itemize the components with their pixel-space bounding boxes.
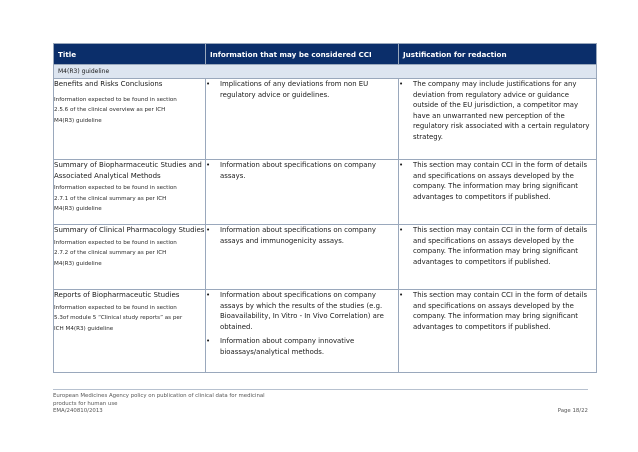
row-title-cell [54, 290, 206, 373]
row-title: Summary of Biopharmaceutic Studies and Associated Analytical Methods [54, 161, 202, 180]
guideline-label: M4(R3) guideline [54, 65, 597, 79]
bullet-icon: • [399, 161, 404, 169]
guideline-row [54, 65, 597, 79]
row-cci-cell [206, 160, 399, 225]
bullet-icon: • [399, 226, 404, 234]
row-title: Reports of Biopharmaceutic Studies [54, 291, 180, 299]
list-item: • This section may contain CCI in the form of details and specifications on assays developed by the company. The information may bring significant advantages to competitors if published. [399, 226, 588, 266]
row-title: Summary of Clinical Pharmacology Studies [54, 226, 205, 234]
row-cci-cell [206, 290, 399, 373]
row-expected: Information expected to be found in section 2.5.6 of the clinical overview as per ICH M4(R3) guideline [54, 96, 177, 124]
row-title-cell [54, 79, 206, 160]
row-cci-cell [206, 79, 399, 160]
table-row [54, 225, 597, 290]
list-item: • This section may contain CCI in the form of details and specifications on assays developed by the company. The information may bring significant advantages to competitors if published. [399, 291, 588, 331]
bullet-icon: • [399, 80, 404, 88]
row-title: Benefits and Risks Conclusions [54, 80, 163, 88]
bullet-icon: • [206, 80, 211, 88]
table-header-row [54, 44, 597, 65]
list-item: • Information about specifications on company assays and immunogenicity assays. [206, 226, 376, 245]
page-footer [53, 393, 588, 416]
bullet-icon: • [206, 337, 211, 345]
row-title-cell [54, 160, 206, 225]
bullet-icon: • [399, 291, 404, 299]
cci-table [53, 43, 597, 373]
page-number: Page 18/22 [557, 408, 588, 414]
row-expected: Information expected to be found in section 2.7.2 of the clinical summary as per ICH M4(R3) guideline [54, 239, 177, 267]
header-justification: Justification for redaction [399, 44, 597, 65]
row-cci-cell [206, 225, 399, 290]
bullet-icon: • [206, 291, 211, 299]
row-expected: Information expected to be found in section 5.3of module 5 “Clinical study reports” as per ICH M4(R3) guideline [54, 304, 183, 332]
footer-divider [53, 389, 588, 390]
footer-line-2: products for human use [53, 400, 118, 407]
list-item: • Information about specifications on company assays by which the results of the studies (e.g. Bioavailability, In Vitro - In Vivo Correlation) are obtained. [206, 291, 384, 331]
footer-line-1: European Medicines Agency policy on publication of clinical data for medicinal [53, 393, 265, 399]
footer-doc-ref: EMA/240810/2013 [53, 408, 103, 414]
row-title-cell [54, 225, 206, 290]
row-expected: Information expected to be found in section 2.7.1 of the clinical summary as per ICH M4(R3) guideline [54, 185, 177, 212]
list-item: • This section may contain CCI in the form of details and specifications on assays developed by the company. The information may bring significant advantages to competitors if published. [399, 161, 588, 201]
table-row [54, 79, 597, 160]
table-row [54, 290, 597, 373]
list-item: • The company may include justifications for any deviation from regulatory advice or guidance outside of the EU jurisdiction, a competitor may have an unwarranted new perception of the regulatory risk associated with a certain regulatory strategy. [399, 80, 590, 141]
list-item: • Information about specifications on company assays. [206, 161, 376, 180]
row-justification-cell [399, 160, 597, 225]
row-justification-cell [399, 225, 597, 290]
row-justification-cell [399, 290, 597, 373]
list-item: • Implications of any deviations from non EU regulatory advice or guidelines. [206, 80, 369, 99]
list-item: • Information about company innovative bioassays/analytical methods. [206, 337, 355, 356]
bullet-icon: • [206, 226, 211, 234]
row-justification-cell [399, 79, 597, 160]
header-title: Title [54, 44, 206, 65]
table-row [54, 160, 597, 225]
bullet-icon: • [206, 161, 211, 169]
header-cci: Information that may be considered CCI [206, 44, 399, 65]
